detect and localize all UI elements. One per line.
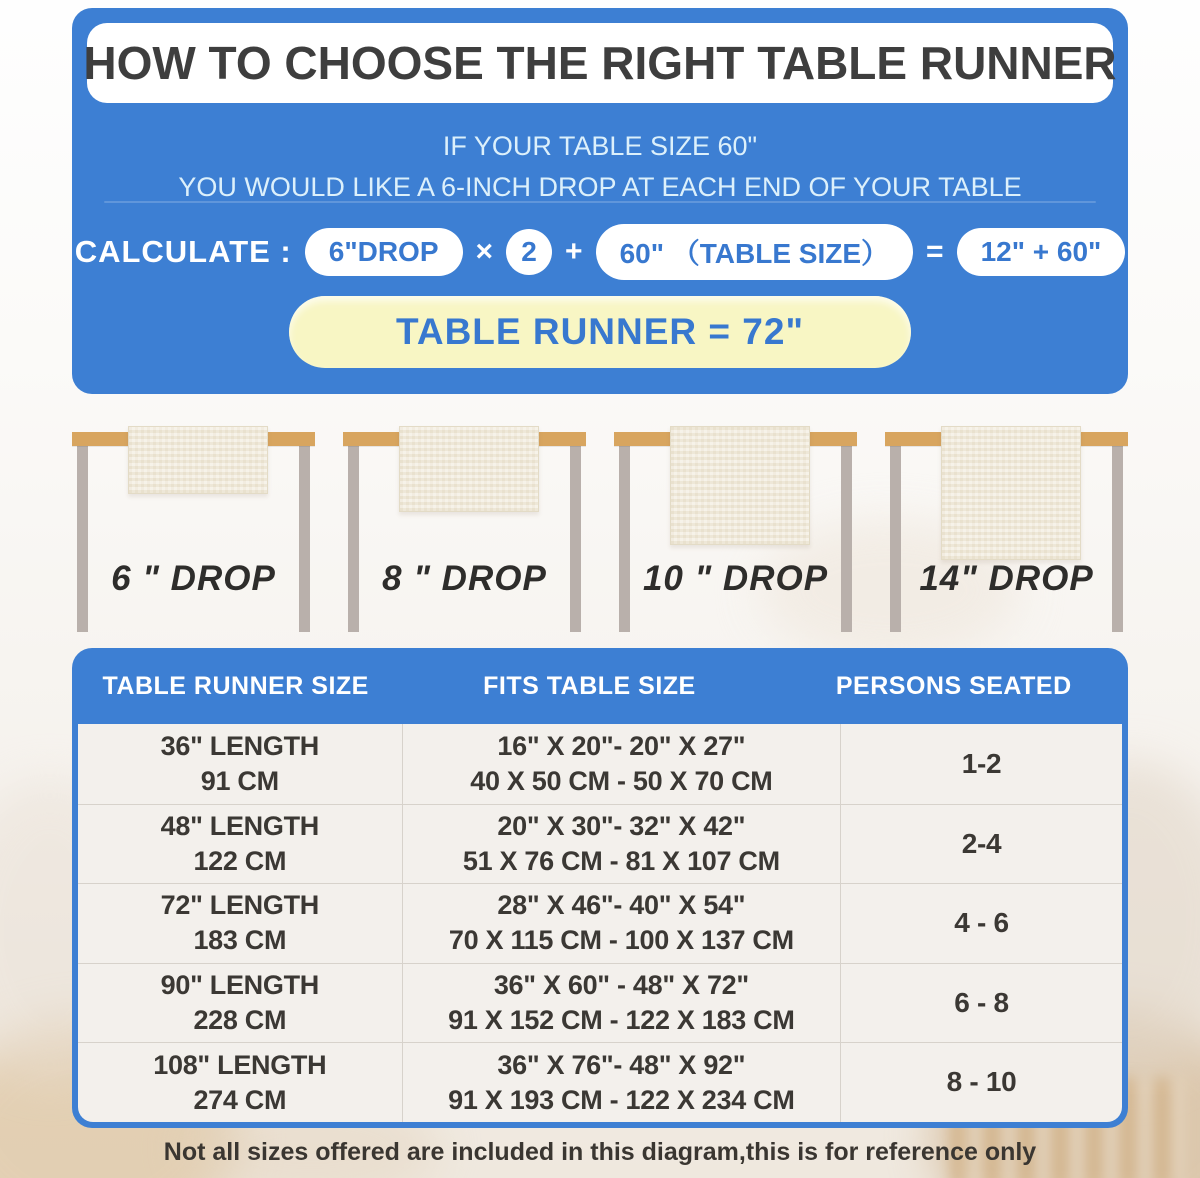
table-row (78, 804, 1122, 884)
persons-seated-value: 1-2 (961, 747, 1002, 779)
plus-operator: + (565, 235, 583, 268)
persons-seated-value: 2-4 (961, 827, 1002, 859)
fits-size-cm: 91 X 152 CM - 122 X 183 CM (448, 1005, 795, 1036)
runner-size-cell (78, 805, 402, 884)
calculate-label: CALCULATE : (74, 234, 292, 269)
table-leg (1112, 446, 1123, 632)
table-figure-6-drop (72, 409, 315, 647)
fits-table-size-cell (402, 884, 840, 963)
col-header-fits-table-size: FITS TABLE SIZE (483, 671, 696, 700)
table-row (78, 963, 1122, 1043)
runner-size-cell (78, 1043, 402, 1122)
fits-table-size-cell (402, 805, 840, 884)
drop-label: 10 " DROP (642, 559, 829, 598)
table-runner-drape (941, 426, 1082, 560)
col-header-runner-size: TABLE RUNNER SIZE (102, 671, 369, 700)
table-leg (348, 446, 359, 632)
runner-size-inches: 48" LENGTH (160, 810, 319, 841)
col-header-persons-seated: PERSONS SEATED (835, 671, 1072, 700)
fits-size-inches: 36" X 60" - 48" X 72" (493, 970, 749, 1000)
size-chart-header (72, 648, 1128, 724)
runner-size-cm: 91 CM (200, 765, 279, 796)
fits-size-inches: 36" X 76"- 48" X 92" (497, 1049, 746, 1080)
table-size-pill: 60" （TABLE SIZE） (596, 224, 913, 280)
runner-size-cell (78, 724, 402, 804)
table-row (78, 724, 1122, 804)
runner-size-inches: 72" LENGTH (160, 890, 319, 921)
header-panel (72, 8, 1128, 394)
runner-size-cell (78, 964, 402, 1043)
equals-operator: = (926, 235, 944, 268)
times-operator: × (475, 235, 494, 268)
drop-label: 6 " DROP (111, 559, 276, 598)
table-figure-8-drop (343, 409, 586, 647)
intro-line-2: YOU WOULD LIKE A 6-INCH DROP AT EACH END OF YOUR TABLE (178, 171, 1022, 202)
page-title: HOW TO CHOOSE THE RIGHT TABLE RUNNER (83, 37, 1117, 89)
runner-size-cm: 228 CM (193, 1005, 287, 1036)
multiplier-circle: 2 (506, 229, 552, 275)
table-runner-drape (399, 426, 540, 512)
drop-label: 14" DROP (919, 559, 1094, 598)
runner-size-cm: 122 CM (193, 845, 287, 876)
fits-table-size-cell (402, 964, 840, 1043)
table-leg (570, 446, 581, 632)
table-leg (299, 446, 310, 632)
calculation-row (72, 226, 1128, 278)
persons-seated-cell (840, 724, 1122, 804)
fits-table-size-cell (402, 1043, 840, 1122)
fits-table-size-cell (402, 724, 840, 804)
runner-size-inches: 36" LENGTH (160, 730, 319, 761)
persons-seated-cell (840, 805, 1122, 884)
table-runner-drape (128, 426, 269, 494)
persons-seated-value: 4 - 6 (954, 907, 1009, 939)
fits-size-inches: 16" X 20"- 20" X 27" (497, 730, 746, 761)
table-runner-result-text: TABLE RUNNER = 72" (396, 311, 804, 352)
runner-size-cm: 274 CM (193, 1084, 287, 1115)
fits-size-cm: 70 X 115 CM - 100 X 137 CM (448, 925, 794, 956)
fits-size-cm: 40 X 50 CM - 50 X 70 CM (470, 765, 773, 796)
size-chart-panel (72, 648, 1128, 1128)
table-figure-14-drop (885, 409, 1128, 647)
title-banner (83, 23, 1117, 103)
fits-size-inches: 28" X 46"- 40" X 54" (497, 890, 746, 921)
table-row (78, 883, 1122, 963)
fits-size-cm: 91 X 193 CM - 122 X 234 CM (448, 1084, 795, 1115)
persons-seated-cell (840, 884, 1122, 963)
runner-size-inches: 108" LENGTH (153, 1049, 327, 1080)
table-runner-drape (670, 426, 811, 545)
intro-text (72, 126, 1128, 207)
table-leg (841, 446, 852, 632)
intro-line-1: IF YOUR TABLE SIZE 60" (442, 131, 758, 161)
persons-seated-value: 8 - 10 (946, 1066, 1017, 1098)
persons-seated-cell (840, 964, 1122, 1043)
drop-label: 8 " DROP (382, 559, 547, 598)
table-figure-10-drop (614, 409, 857, 647)
footer-note: Not all sizes offered are included in this diagram,this is for reference only (163, 1138, 1037, 1166)
persons-seated-value: 6 - 8 (954, 986, 1009, 1018)
table-row (78, 1042, 1122, 1122)
table-leg (77, 446, 88, 632)
runner-size-inches: 90" LENGTH (160, 970, 319, 1000)
size-chart-body (78, 724, 1122, 1122)
drop-examples-strip (72, 409, 1128, 647)
sum-result-pill: 12" + 60" (957, 228, 1126, 276)
fits-size-inches: 20" X 30"- 32" X 42" (497, 810, 746, 841)
table-leg (890, 446, 901, 632)
runner-size-cm: 183 CM (193, 925, 287, 956)
drop-operand-pill: 6"DROP (305, 228, 463, 276)
persons-seated-cell (840, 1043, 1122, 1122)
runner-size-cell (78, 884, 402, 963)
table-runner-result-pill (289, 296, 911, 368)
fits-size-cm: 51 X 76 CM - 81 X 107 CM (462, 845, 780, 876)
table-leg (619, 446, 630, 632)
divider-line (104, 201, 1097, 203)
